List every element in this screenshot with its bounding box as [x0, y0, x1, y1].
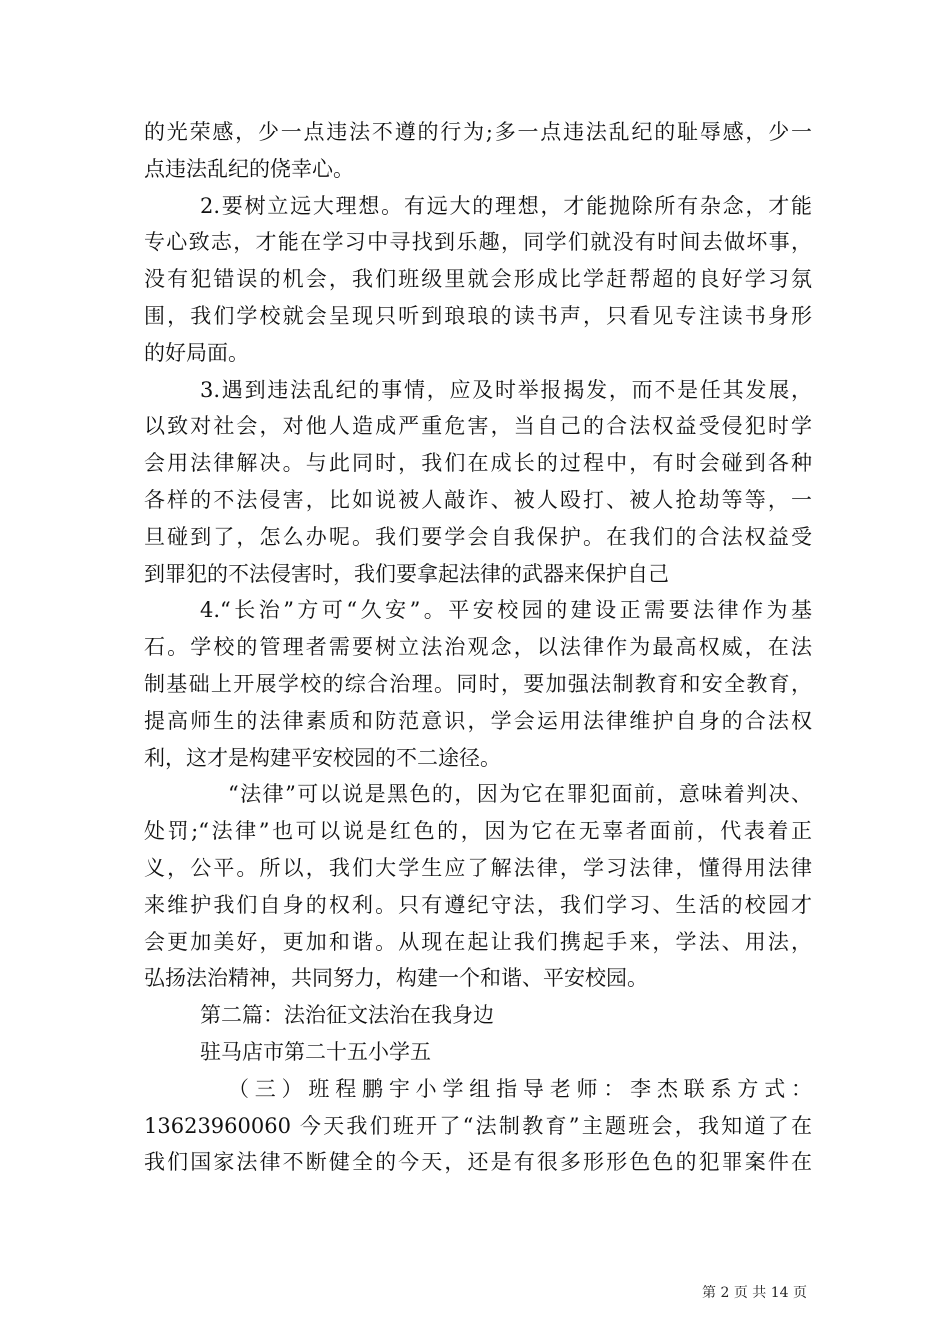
author-info: （三）班程鹏宇小学组指导老师：李杰联系方式：: [228, 1076, 812, 1101]
text-line: 会用法律解决。与此同时，我们在成长的过程中，有时会碰到各种: [144, 451, 812, 476]
text-line: 没有犯错误的机会，我们班级里就会形成比学赶帮超的良好学习氛: [144, 267, 812, 292]
text-line: 的好局面。: [144, 340, 249, 365]
text-line: 的光荣感，少一点违法不遵的行为;多一点违法乱纪的耻辱感，少一: [144, 120, 812, 144]
text-line: 到罪犯的不法侵害时，我们要拿起法律的武器来保护自己: [144, 561, 669, 586]
document-body: [144, 114, 812, 1181]
text-line: 点违法乱纪的侥幸心。: [144, 156, 354, 181]
text-line: 处罚;“法律”也可以说是红色的，因为它在无辜者面前，代表着正: [144, 819, 812, 844]
text-line: 石。学校的管理者需要树立法治观念，以法律作为最高权威，在法: [144, 635, 812, 660]
text-line: 旦碰到了，怎么办呢。我们要学会自我保护。在我们的合法权益受: [144, 524, 812, 549]
text-line: 我们国家法律不断健全的今天，还是有很多形形色色的犯罪案件在: [144, 1150, 812, 1175]
text-line: 提高师生的法律素质和防范意识，学会运用法律维护自身的合法权: [144, 708, 812, 733]
text-line: 制基础上开展学校的综合治理。同时，要加强法制教育和安全教育，: [144, 671, 812, 696]
text-line: 以致对社会，对他人造成严重危害，当自己的合法权益受侵犯时学: [144, 414, 812, 439]
author-school: 驻马店市第二十五小学五: [200, 1039, 431, 1064]
text-line: 2.要树立远大理想。有远大的理想，才能抛除所有杂念，才能: [200, 193, 812, 218]
text-line: 会更加美好，更加和谐。从现在起让我们携起手来，学法、用法，: [144, 929, 812, 954]
text-line: 3.遇到违法乱纪的事情，应及时举报揭发，而不是任其发展，: [200, 377, 812, 402]
text-line: 各样的不法侵害，比如说被人敲诈、被人殴打、被人抢劫等等，一: [144, 487, 812, 512]
text-line: 弘扬法治精神，共同努力，构建一个和谐、平安校园。: [144, 966, 648, 991]
text-line: 围，我们学校就会呈现只听到琅琅的读书声，只看见专注读书身形: [144, 303, 812, 328]
page-number: 第 2 页 共 14 页: [702, 1285, 807, 1301]
text-line: 13623960060 今天我们班开了“法制教育”主题班会，我知道了在: [144, 1113, 812, 1138]
text-line: 来维护我们自身的权利。只有遵纪守法，我们学习、生活的校园才: [144, 892, 812, 917]
text-line: “法律”可以说是黑色的，因为它在罪犯面前，意味着判决、: [228, 782, 812, 807]
text-line: 4.“长治”方可“久安”。平安校园的建设正需要法律作为基: [200, 598, 812, 623]
text-line: 专心致志，才能在学习中寻找到乐趣，同学们就没有时间去做坏事，: [144, 230, 812, 255]
text-line: 义，公平。所以，我们大学生应了解法律，学习法律，懂得用法律: [144, 855, 812, 880]
text-line: 利，这才是构建平安校园的不二途径。: [144, 745, 501, 770]
section-heading: 第二篇：法治征文法治在我身边: [200, 1003, 494, 1028]
